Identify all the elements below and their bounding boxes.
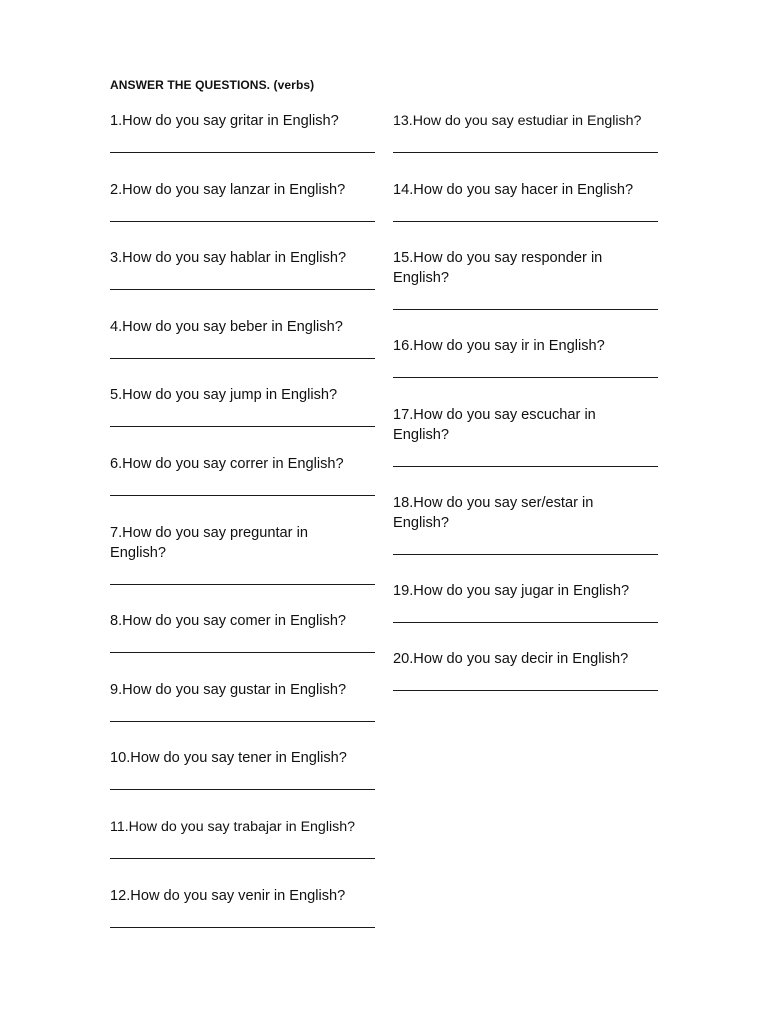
question-item (393, 581, 658, 650)
answer-line[interactable] (393, 621, 658, 623)
question-item (110, 748, 375, 817)
answer-line[interactable] (393, 689, 658, 691)
question-text: 4.How do you say beber in English? (110, 318, 343, 335)
question-item (110, 817, 375, 886)
answer-line[interactable] (393, 308, 658, 310)
question-text: 5.How do you say jump in English? (110, 387, 338, 404)
question-item (110, 680, 375, 749)
answer-line[interactable] (393, 220, 658, 222)
answer-line[interactable] (110, 926, 375, 928)
question-item (110, 111, 375, 180)
question-item (110, 180, 375, 249)
question-text: 15.How do you say responder in English? (393, 250, 603, 287)
question-text: 6.How do you say correr in English? (110, 455, 344, 472)
question-text: 8.How do you say comer in English? (110, 613, 347, 630)
question-text: 12.How do you say venir in English? (110, 887, 346, 904)
answer-line[interactable] (110, 151, 375, 153)
question-text: 13.How do you say estudiar in English? (393, 113, 642, 129)
answer-line[interactable] (110, 220, 375, 222)
answer-line[interactable] (393, 151, 658, 153)
question-text: 16.How do you say ir in English? (393, 338, 605, 355)
answer-line[interactable] (393, 553, 658, 555)
answer-line[interactable] (110, 651, 375, 653)
question-item (393, 405, 658, 493)
question-item (393, 111, 658, 180)
question-item (110, 886, 375, 955)
question-item (393, 248, 658, 336)
answer-line[interactable] (110, 857, 375, 859)
left-question-column (110, 111, 375, 954)
right-question-column (393, 111, 658, 718)
answer-line[interactable] (393, 465, 658, 467)
question-item (393, 180, 658, 249)
question-item (393, 493, 658, 581)
answer-line[interactable] (110, 788, 375, 790)
question-text: 11.How do you say trabajar in English? (110, 818, 356, 835)
question-text: 1.How do you say gritar in English? (110, 113, 339, 129)
question-text: 17.How do you say escuchar in English? (393, 406, 596, 443)
question-text: 3.How do you say hablar in English? (110, 250, 347, 267)
question-item (110, 385, 375, 454)
question-text: 9.How do you say gustar in English? (110, 681, 347, 698)
question-item (393, 649, 658, 718)
question-text: 10.How do you say tener in English? (110, 750, 347, 767)
question-item (110, 523, 375, 612)
question-text: 7.How do you say preguntar in English? (110, 524, 308, 561)
answer-line[interactable] (110, 425, 375, 427)
question-item (393, 336, 658, 405)
question-item (110, 248, 375, 317)
worksheet-title: ANSWER THE QUESTIONS. (verbs) (110, 78, 315, 92)
answer-line[interactable] (110, 288, 375, 290)
question-item (110, 454, 375, 523)
question-item (110, 317, 375, 386)
answer-line[interactable] (110, 494, 375, 496)
answer-line[interactable] (393, 376, 658, 378)
question-text: 14.How do you say hacer in English? (393, 181, 634, 198)
answer-line[interactable] (110, 583, 375, 585)
question-text: 20.How do you say decir in English? (393, 651, 629, 668)
question-text: 2.How do you say lanzar in English? (110, 181, 346, 198)
answer-line[interactable] (110, 720, 375, 722)
question-item (110, 611, 375, 680)
answer-line[interactable] (110, 357, 375, 359)
question-text: 18.How do you say ser/estar in English? (393, 494, 594, 531)
question-text: 19.How do you say jugar in English? (393, 582, 630, 599)
